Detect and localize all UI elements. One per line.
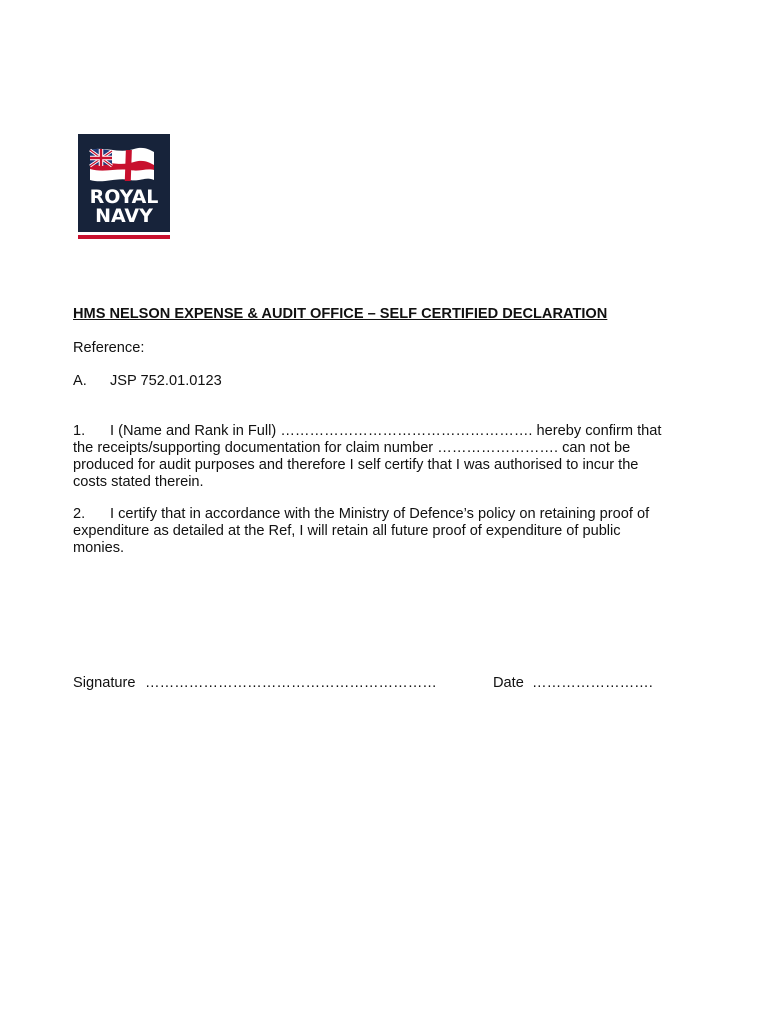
paragraph-number: 1. [73, 423, 86, 439]
paragraph-line: produced for audit purposes and therefore I self certify that I was authorised to incur the [73, 457, 639, 473]
paragraph-line: expenditure as detailed at the Ref, I will retain all future proof of expenditure of public [73, 523, 621, 539]
date-field[interactable]: ……………………. [532, 675, 653, 691]
paragraph-1 [73, 423, 713, 491]
reference-label: Reference: [73, 340, 145, 356]
paragraph-line: monies. [73, 540, 125, 556]
royal-navy-logo [78, 134, 170, 240]
paragraph-text: I (Name and Rank in Full) ……………………………………………. hereby confirm that [110, 423, 662, 439]
paragraph-2 [73, 506, 713, 557]
reference-item-value: JSP 752.01.0123 [110, 373, 222, 389]
document-title: HMS NELSON EXPENSE & AUDIT OFFICE – SELF CERTIFIED DECLARATION [73, 306, 608, 322]
paragraph-text: I certify that in accordance with the Ministry of Defence’s policy on retaining proof of [110, 506, 650, 522]
signature-field[interactable]: …………………………………………………… [145, 675, 437, 691]
paragraph-line [73, 506, 713, 523]
logo-text-line1: ROYAL [89, 186, 159, 208]
date-label: Date [493, 675, 524, 691]
paragraph-number: 2. [73, 506, 86, 522]
paragraph-line [73, 423, 713, 440]
white-ensign-flag-icon [88, 146, 156, 186]
paragraph-line: the receipts/supporting documentation for claim number ……………………. can not be [73, 440, 631, 456]
paragraph-line: costs stated therein. [73, 474, 204, 490]
signature-label: Signature [73, 675, 136, 691]
logo-red-bar [78, 235, 170, 239]
logo-text-line2: NAVY [95, 205, 153, 227]
reference-item-letter: A. [73, 373, 87, 389]
